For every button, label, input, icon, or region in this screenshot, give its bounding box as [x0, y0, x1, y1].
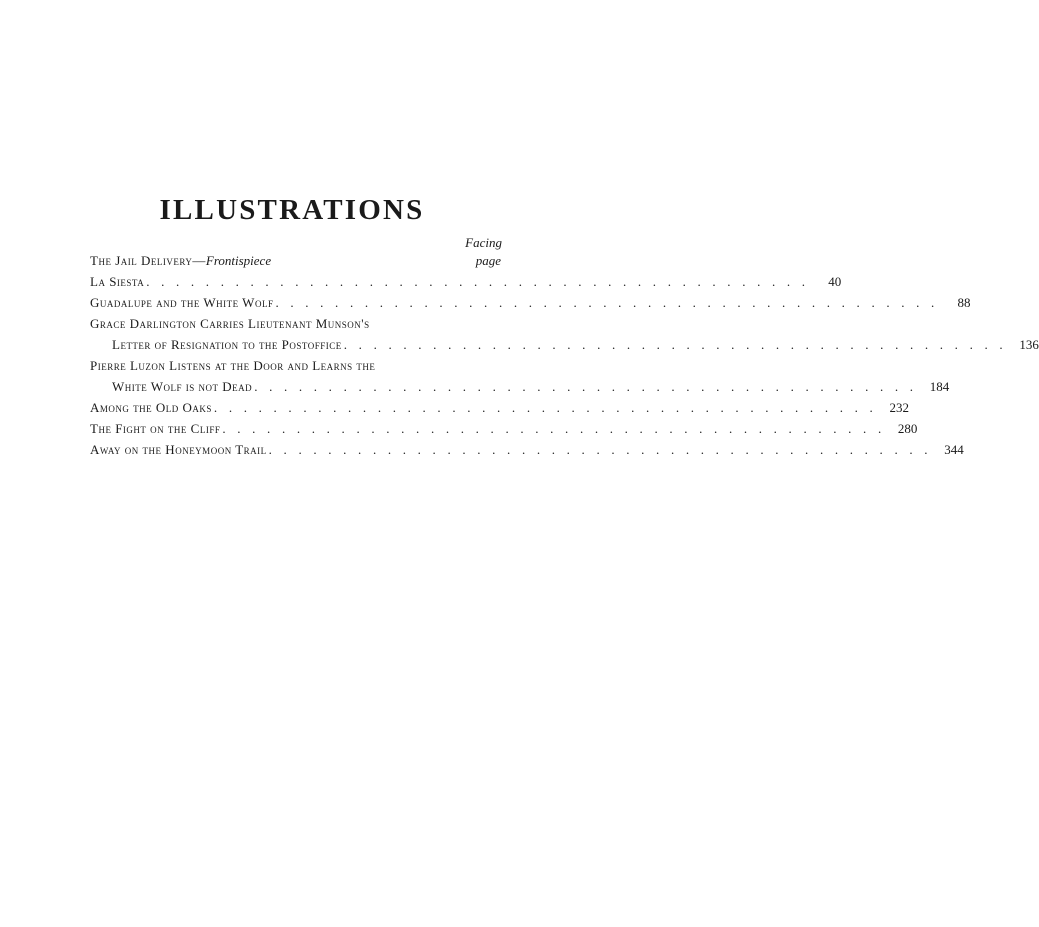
entry-title: The Fight on the Cliff — [90, 421, 221, 436]
illustration-entry — [90, 421, 918, 442]
entry-page-number: 136 — [1019, 337, 1039, 352]
dot-leader: . . . . . . . . . . . . . . . . . . . . . . . . . . . . . . . . . . . . . . . . . . . . . — [146, 274, 810, 289]
entry-title — [90, 253, 271, 269]
entry-page-number: 40 — [828, 274, 842, 289]
illustration-entry — [90, 358, 950, 400]
entry-title-italic: Frontispiece — [205, 253, 272, 268]
entry-page-number: 344 — [944, 442, 964, 457]
column-header-facing: Facing — [465, 235, 502, 250]
column-header-page: page — [475, 253, 501, 268]
entry-title-line2: White Wolf is not Dead — [112, 379, 253, 394]
entry-title-main: The Jail Delivery— — [90, 253, 206, 268]
illustration-entry — [90, 295, 971, 316]
dot-leader: . . . . . . . . . . . . . . . . . . . . . . . . . . . . . . . . . . . . . . . . . . . . . — [268, 442, 932, 457]
dot-leader: . . . . . . . . . . . . . . . . . . . . . . . . . . . . . . . . . . . . . . . . . . . . . — [222, 421, 886, 436]
page-title: ILLUSTRATIONS — [159, 194, 425, 226]
entry-title-line2: Letter of Resignation to the Postoffice — [112, 337, 342, 352]
dot-leader: . . . . . . . . . . . . . . . . . . . . . . . . . . . . . . . . . . . . . . . . . . . . . — [343, 337, 1007, 352]
illustration-entry — [90, 442, 964, 463]
dot-leader: . . . . . . . . . . . . . . . . . . . . . . . . . . . . . . . . . . . . . . . . . . . . . — [213, 400, 877, 415]
entry-title: Among the Old Oaks — [90, 400, 212, 415]
entry-page-number: 280 — [897, 421, 918, 436]
dot-leader: . . . . . . . . . . . . . . . . . . . . . . . . . . . . . . . . . . . . . . . . . . . . . — [254, 379, 918, 394]
illustration-entry — [90, 400, 909, 421]
entry-page-number: 88 — [957, 295, 971, 310]
entry-title: La Siesta — [90, 274, 145, 289]
entry-title-line1: Pierre Luzon Listens at the Door and Learns the — [90, 358, 376, 373]
illustration-entry — [90, 316, 1039, 358]
entry-title-line1: Grace Darlington Carries Lieutenant Munson's — [90, 316, 370, 331]
entry-page-number: 184 — [929, 379, 950, 394]
entry-title: Guadalupe and the White Wolf — [90, 295, 274, 310]
illustration-entry — [90, 274, 842, 295]
entry-title: Away on the Honeymoon Trail — [90, 442, 267, 457]
illustration-entry-frontispiece — [90, 253, 511, 274]
entry-page-number: 232 — [889, 400, 909, 415]
dot-leader: . . . . . . . . . . . . . . . . . . . . . . . . . . . . . . . . . . . . . . . . . . . . . — [275, 295, 939, 310]
